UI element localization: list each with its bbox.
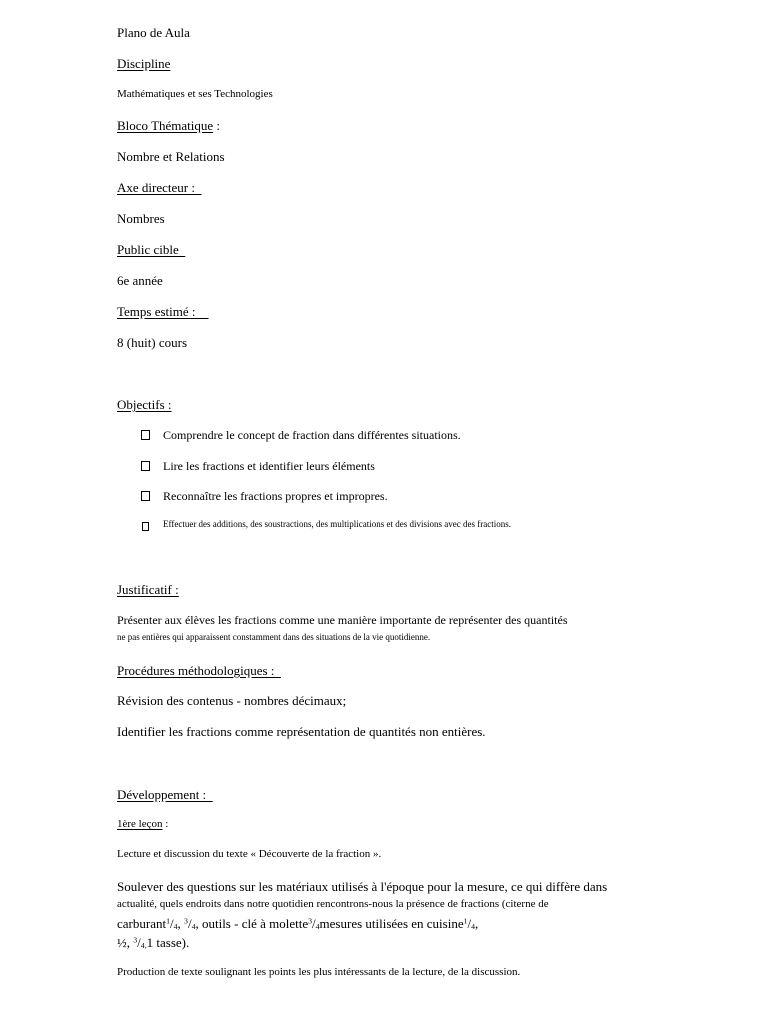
objectif-item: Reconnaître les fractions propres et impropres. xyxy=(163,489,388,503)
developpement-label: Développement : xyxy=(117,787,213,802)
fraction-numerator: 3 xyxy=(308,916,313,926)
procedures-item-2: Identifier les fractions comme représentation de quantités non entières. xyxy=(117,724,486,739)
half-fraction: ½ xyxy=(117,935,127,950)
text-segment: 1 tasse). xyxy=(146,935,190,950)
doc-title: Plano de Aula xyxy=(117,25,190,40)
fraction-denominator: 4 xyxy=(173,922,178,932)
production-text: Production de texte soulignant les points les plus intéressants de la lecture, de la discussion. xyxy=(117,966,521,978)
fraction-denominator: 4 xyxy=(315,922,320,932)
text-segment: mesures utilisées en cuisine xyxy=(319,916,464,931)
soulever-line-1: Soulever des questions sur les matériaux utilisés à l'époque pour la mesure, ce qui diffère dans xyxy=(117,879,608,894)
temps-label: Temps estimé : xyxy=(117,304,209,319)
discipline-value: Mathématiques et ses Technologies xyxy=(117,88,273,100)
fraction-numerator: 3 xyxy=(184,916,188,926)
objectif-item: Effectuer des additions, des soustractions, des multiplications et des divisions avec des fractions. xyxy=(163,519,512,529)
checkbox-bullet-icon xyxy=(141,430,150,440)
lecture-text: Lecture et discussion du texte « Découverte de la fraction ». xyxy=(117,848,382,860)
fraction-denominator: 4 xyxy=(471,922,476,932)
soulever-line-3: $carburant^1/_4$, $^3/_4$, outils - clé à $molette^3/_4mesures$ utilisées en $cuisine^1/_4$, xyxy=(117,916,479,932)
axe-value: Nombres xyxy=(117,211,165,226)
procedures-label: Procédures méthodologiques : xyxy=(117,663,281,678)
bloco-label: Bloco Thématique xyxy=(117,118,214,133)
fraction-denominator: 4 xyxy=(191,922,196,932)
lecon-label: 1ère leçon xyxy=(117,818,163,830)
fraction-numerator: 1 xyxy=(463,916,468,926)
public-value: 6e année xyxy=(117,273,163,288)
lecon-heading xyxy=(117,819,168,830)
axe-label: Axe directeur : xyxy=(117,180,202,195)
text-segment: , outils - clé à molette xyxy=(195,916,309,931)
checkbox-bullet-icon xyxy=(141,491,150,501)
justificatif-line-2: ne pas entières qui apparaissent constamment dans des situations de la vie quotidienne. xyxy=(117,632,431,642)
objectif-item: Comprendre le concept de fraction dans différentes situations. xyxy=(163,428,461,442)
bloco-value: Nombre et Relations xyxy=(117,149,225,164)
procedures-item-1: Révision des contenus - nombres décimaux; xyxy=(117,693,347,708)
objectif-item: Lire les fractions et identifier leurs éléments xyxy=(163,459,375,473)
bloco-colon: : xyxy=(213,118,221,133)
temps-value: 8 (huit) cours xyxy=(117,335,188,350)
fraction-numerator: 1 xyxy=(166,916,170,926)
public-label: Public cible xyxy=(117,242,186,257)
soulever-line-4: ½, $^3/_{4,}1$ tasse). xyxy=(117,935,190,951)
objectifs-label: Objectifs : xyxy=(117,397,172,412)
justificatif-label: Justificatif : xyxy=(117,582,179,597)
justificatif-line-1: Présenter aux élèves les fractions comme une manière importante de représenter des quantités xyxy=(117,613,568,627)
discipline-label: Discipline xyxy=(117,56,171,71)
bloco-heading xyxy=(117,119,220,132)
fraction-numerator: 3 xyxy=(133,935,138,945)
fraction-denominator: 4 xyxy=(140,941,145,951)
lecon-colon: : xyxy=(162,818,169,830)
text-segment: carburant xyxy=(117,916,167,931)
checkbox-bullet-icon xyxy=(142,522,149,531)
checkbox-bullet-icon xyxy=(141,461,150,471)
soulever-line-2: actualité, quels endroits dans notre quotidien rencontrons-nous la présence de fractions (citerne de xyxy=(117,898,549,910)
